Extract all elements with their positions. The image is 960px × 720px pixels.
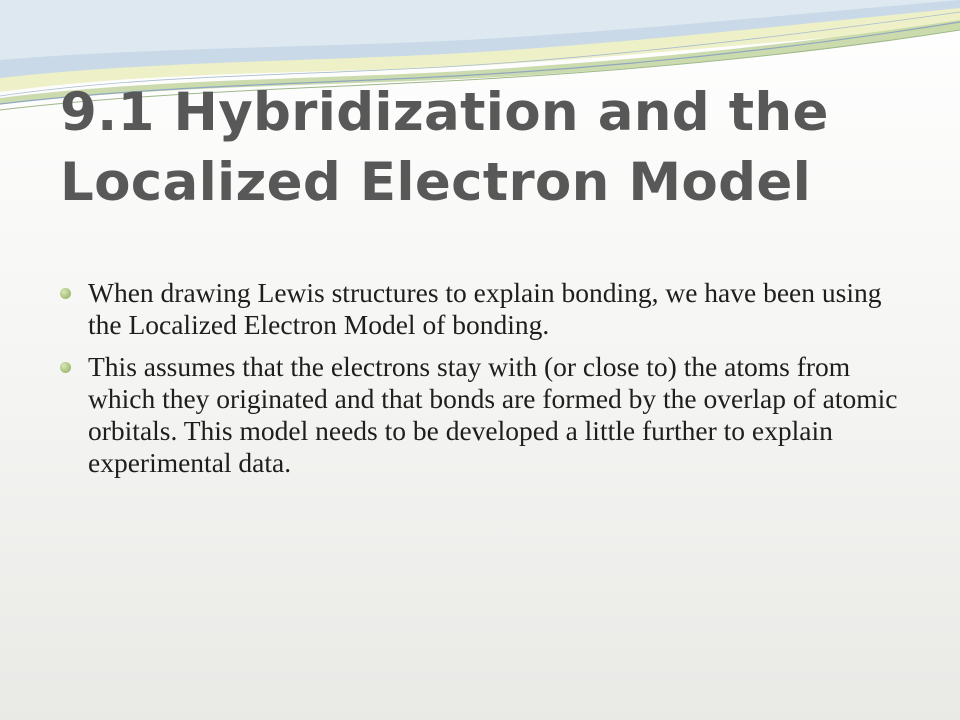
bullet-list xyxy=(88,277,918,489)
bullet-text: This assumes that the electrons stay with (or close to) the atoms from which they originated and that bonds are formed by the overlap of atomic orbitals. This model needs to be developed a little further to explain experimental data. xyxy=(88,351,898,478)
bullet-dot-icon xyxy=(60,362,71,373)
slide-title: 9.1 Hybridization and the Localized Electron Model xyxy=(60,82,829,213)
bullet-item xyxy=(88,277,918,341)
bullet-dot-icon xyxy=(60,288,71,299)
bullet-item xyxy=(88,351,918,479)
bullet-text: When drawing Lewis structures to explain bonding, we have been using the Localized Electron Model of bonding. xyxy=(88,277,882,340)
